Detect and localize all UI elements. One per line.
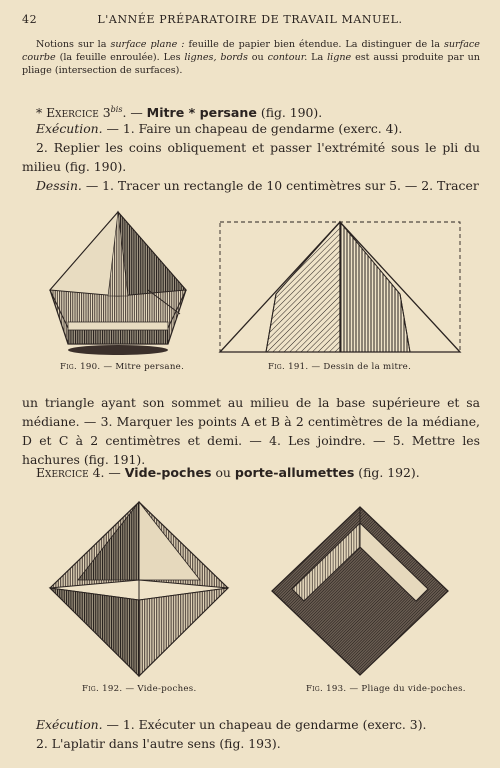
intro-text: feuille de papier bien étendue. La distinguer de la [184,39,444,50]
page-header [22,13,478,29]
figure-192-vide-poches [48,500,230,678]
intro-text: La [307,52,328,63]
intro-paragraph [22,38,480,77]
exercise-title: Vide-poches [124,465,212,480]
dash: . — [122,105,147,121]
figure-193-pliage [270,505,450,677]
caption-fig-190 [60,362,184,372]
conjunction: ou [211,465,235,480]
intro-text: Notions sur la [36,39,111,50]
figure-191-drawing [214,218,464,356]
intro-text: (la feuille enroulée). Les [55,52,185,63]
page-number: 42 [22,13,38,26]
step-2-paragraph: 2. Replier les coins obliquement et passer l'extrémité sous le pli du milieu (fig. 190). [22,140,480,174]
continuation-paragraph: un triangle ayant son sommet au milieu de la base supérieure et sa médiane. — 3. Marquer les points A et B à 2 centimètres de la médiane, D et C à 2 centimètres et demi. — 4. Les joindre. — 5. Mettre les hachures (fig. 191). [22,395,480,467]
caption-fig-193 [306,684,466,694]
execution-label: Exécution. [36,121,103,136]
execution-text: — 1. Faire un chapeau de gendarme (exerc. 4). [102,121,403,136]
intro-text: est aussi produite par un pliage (intersection de surfaces). [22,52,480,76]
caption-text: — Dessin de la mitre. [308,362,412,372]
caption-text: — Mitre persane. [100,362,185,372]
term-surface-plane: surface plane : [110,39,185,50]
figure-ref: (fig. 192). [354,465,420,480]
dessin-line [22,176,480,195]
exercise-title: porte-allumettes [234,465,355,480]
running-title: L'ANNÉE PRÉPARATOIRE DE TRAVAIL MANUEL. [97,13,403,26]
caption-text: — Vide-poches. [122,684,197,694]
intro-text: ou [247,52,268,63]
exercise-number: * Exercice 3 [36,105,111,121]
term-surface-courbe: surface courbe [22,39,480,63]
execution-line [22,119,480,138]
caption-fig-192 [82,684,197,694]
caption-label: Fig. 191. [268,362,309,372]
caption-text: — Pliage du vide-poches. [346,684,466,694]
caption-label: Fig. 193. [306,684,347,694]
dash: — [104,465,125,480]
exercise-sup: bis [110,105,123,114]
execution-text: — 1. Exécuter un chapeau de gendarme (exerc. 3). [102,717,427,732]
term-contour: contour. [267,52,308,63]
final-step-2: 2. L'aplatir dans l'autre sens (fig. 193). [36,736,281,751]
exercise-number: Exercice 4. [36,465,105,480]
caption-label: Fig. 192. [82,684,123,694]
execution-label: Exécution. [36,717,103,732]
figure-ref: (fig. 190). [256,105,323,121]
exercise-4-heading [22,463,480,482]
caption-label: Fig. 190. [60,362,101,372]
final-execution-line [22,715,480,734]
caption-fig-191 [268,362,411,372]
figure-190-mitre [48,210,188,358]
dessin-label: Dessin. [36,178,82,193]
term-lignes: lignes, bords [184,52,248,63]
dessin-text: — 1. Tracer un rectangle de 10 centimètres sur 5. — 2. Tracer [81,178,479,193]
term-ligne: ligne [327,52,352,63]
exercise-title: Mitre * persane [146,105,257,121]
